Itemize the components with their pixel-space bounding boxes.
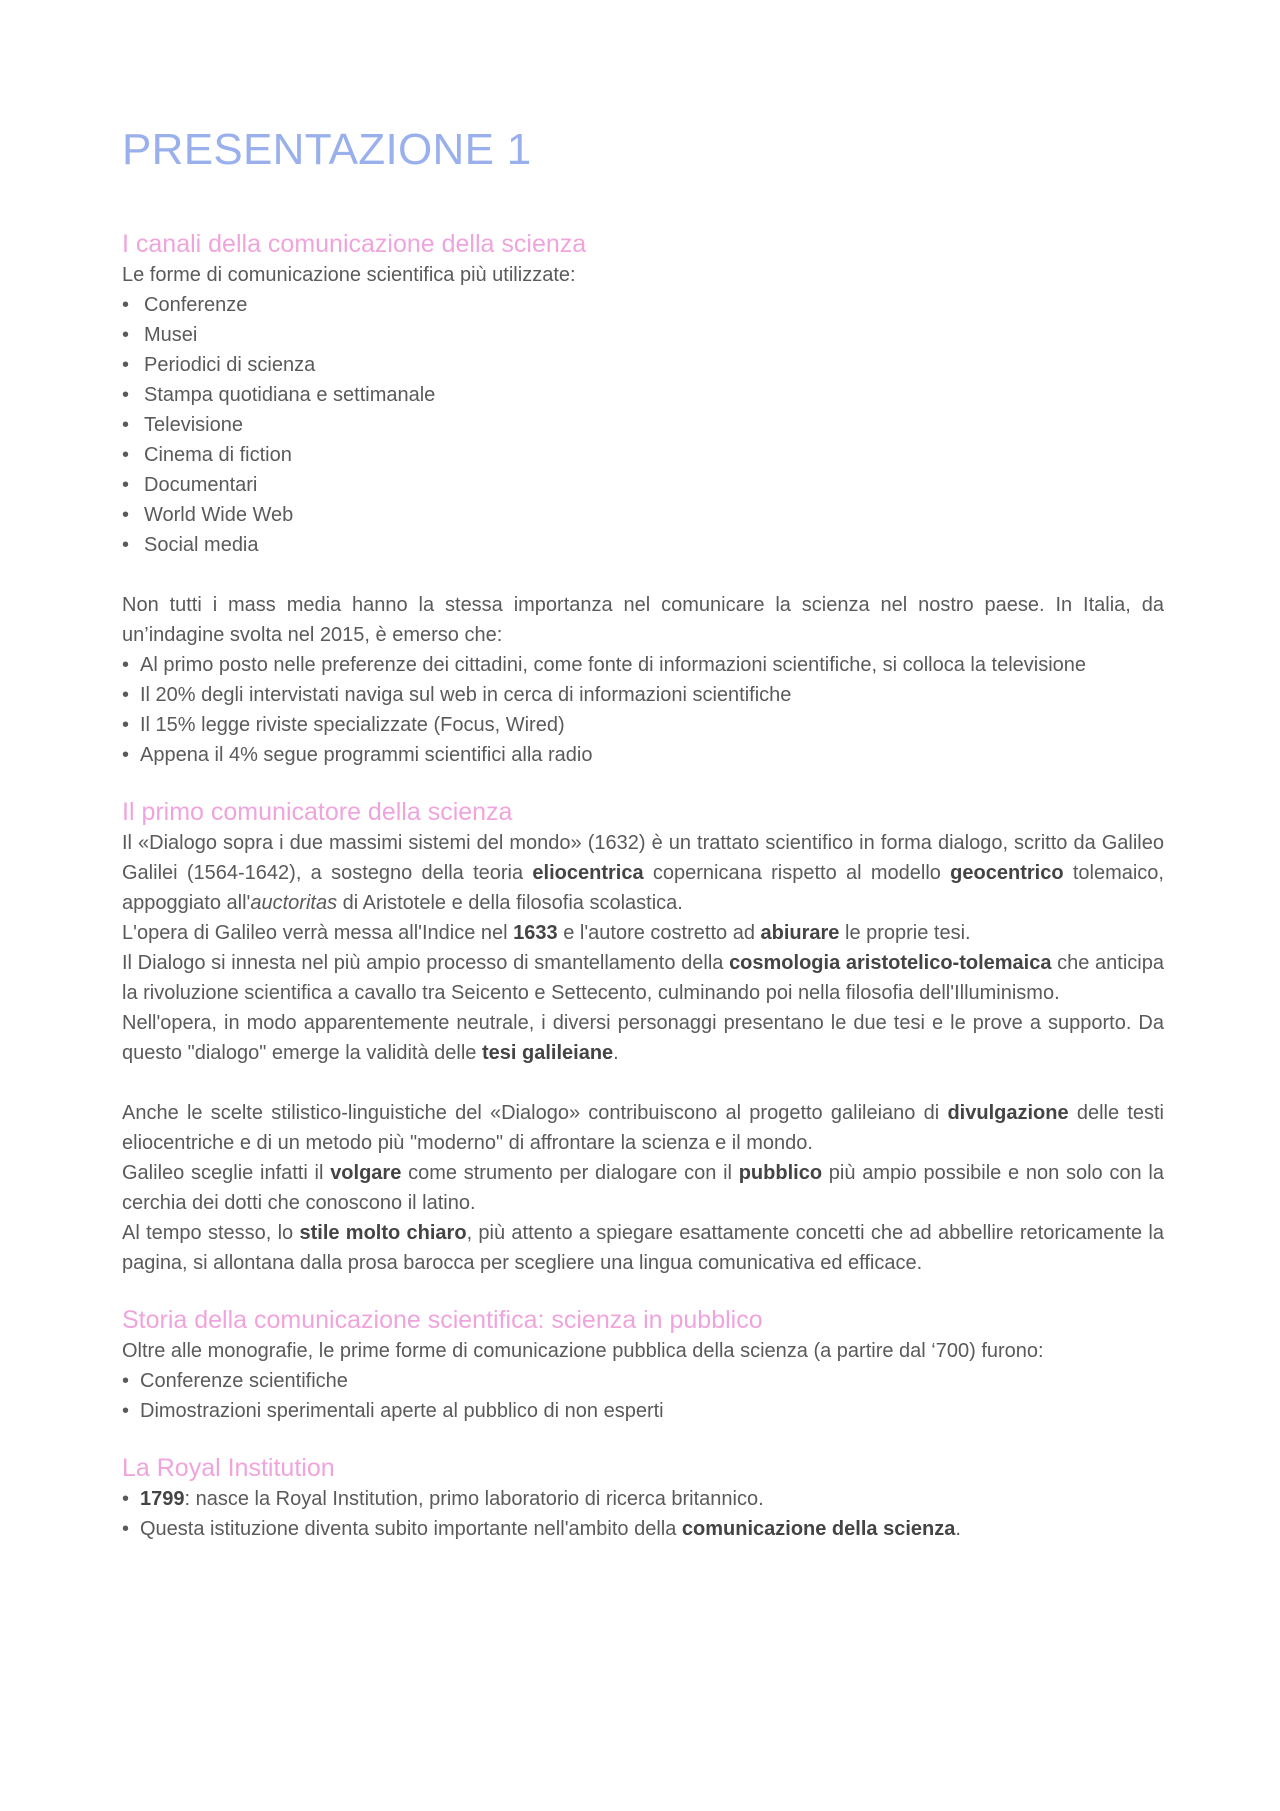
section-heading-canali: I canali della comunicazione della scienza [122,230,587,258]
list-item: • Cinema di fiction [122,440,1164,470]
section-intro: Le forme di comunicazione scientifica più utilizzate: [122,264,576,286]
list-item: • Stampa quotidiana e settimanale [122,380,1164,410]
paragraph-stile: Anche le scelte stilistico-linguistiche del «Dialogo» contribuiscono al progetto galileiano di divulgazione delle testi eliocentriche e di un metodo più "moderno" di affrontare la scienza e il mondo. [122,1102,1164,1154]
media-list [122,290,1164,560]
paragraph-personaggi: Nell'opera, in modo apparentemente neutrale, i diversi personaggi presentano le due tesi e le prove a supporto. Da questo "dialogo" emerge la validità delle tesi galileiane. [122,1012,1164,1064]
page-title: PRESENTAZIONE 1 [122,125,532,174]
list-item: • Televisione [122,410,1164,440]
list-item: • Periodici di scienza [122,350,1164,380]
paragraph-volgare: Galileo sceglie infatti il volgare come strumento per dialogare con il pubblico più ampio possibile e non solo con la cerchia dei dotti che conoscono il latino. [122,1162,1164,1214]
list-item: • Dimostrazioni sperimentali aperte al pubblico di non esperti [122,1396,1164,1426]
section-heading-galileo: Il primo comunicatore della scienza [122,798,513,826]
list-item: • Documentari [122,470,1164,500]
list-item: • World Wide Web [122,500,1164,530]
list-item: • Questa istituzione diventa subito importante nell'ambito della comunicazione della scienza. [122,1514,1164,1544]
document-page [122,120,1164,1544]
list-item: • Conferenze scientifiche [122,1366,1164,1396]
paragraph-cosmologia: Il Dialogo si innesta nel più ampio processo di smantellamento della cosmologia aristotelico-tolemaica che anticipa la rivoluzione scientifica a cavallo tra Seicento e Settecento, culminando poi nella filosofia dell'Illuminismo. [122,952,1164,1004]
section-heading-royal: La Royal Institution [122,1454,335,1482]
survey-paragraph: Non tutti i mass media hanno la stessa importanza nel comunicare la scienza nel nostro paese. In Italia, da un’indagine svolta nel 2015, è emerso che: [122,594,1164,646]
list-item: • 1799: nasce la Royal Institution, primo laboratorio di ricerca britannico. [122,1484,1164,1514]
list-item: • Musei [122,320,1164,350]
list-item: • Social media [122,530,1164,560]
list-item: • Conferenze [122,290,1164,320]
list-item: • Al primo posto nelle preferenze dei cittadini, come fonte di informazioni scientifiche, si colloca la televisione [122,650,1164,680]
public-forms-list [122,1366,1164,1426]
list-item: • Il 15% legge riviste specializzate (Focus, Wired) [122,710,1164,740]
royal-list [122,1484,1164,1544]
list-item: • Il 20% degli intervistati naviga sul web in cerca di informazioni scientifiche [122,680,1164,710]
section-intro: Oltre alle monografie, le prime forme di comunicazione pubblica della scienza (a partire dal ‘700) furono: [122,1340,1044,1362]
paragraph-dialogo: Il «Dialogo sopra i due massimi sistemi del mondo» (1632) è un trattato scientifico in forma dialogo, scritto da Galileo Galilei (1564-1642), a sostegno della teoria eliocentrica copernicana rispetto al modello geocentrico tolemaico, appoggiato all'auctoritas di Aristotele e della filosofia scolastica. [122,832,1164,914]
paragraph-indice: L'opera di Galileo verrà messa all'Indice nel 1633 e l'autore costretto ad abiurare le proprie tesi. [122,922,971,944]
list-item: • Appena il 4% segue programmi scientifici alla radio [122,740,1164,770]
paragraph-chiaro: Al tempo stesso, lo stile molto chiaro, più attento a spiegare esattamente concetti che ad abbellire retoricamente la pagina, si allontana dalla prosa barocca per scegliere una lingua comunicativa ed efficace. [122,1222,1164,1274]
section-heading-storia: Storia della comunicazione scientifica: scienza in pubblico [122,1306,763,1334]
survey-list [122,650,1164,770]
